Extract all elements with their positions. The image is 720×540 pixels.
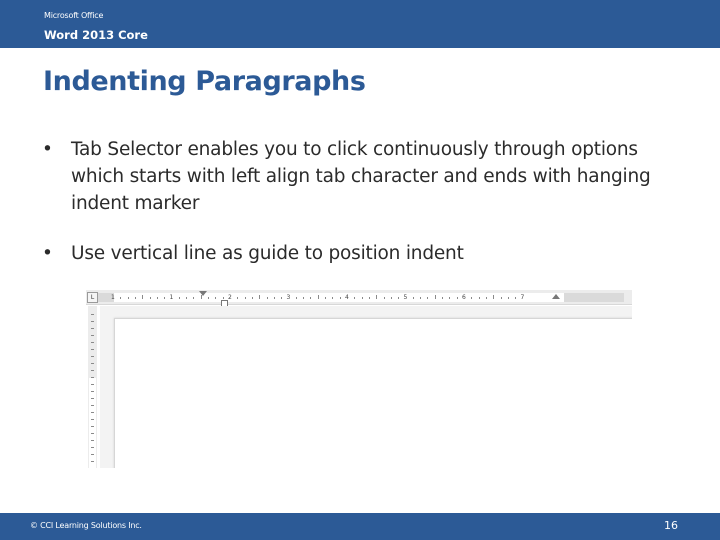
ruler-number: 6	[462, 294, 466, 301]
vertical-ruler-tick	[91, 377, 94, 378]
ruler-tick	[259, 295, 260, 299]
horizontal-ruler	[86, 290, 632, 305]
ruler-tick	[150, 297, 151, 299]
ruler-tick	[120, 297, 121, 299]
ruler-tick	[435, 295, 436, 299]
ruler-margin-right	[564, 293, 624, 302]
ruler-tick	[179, 297, 180, 299]
ruler-tick	[303, 297, 304, 299]
vertical-ruler-tick	[91, 461, 94, 462]
vertical-ruler-tick	[91, 433, 94, 434]
ruler-number: 1	[111, 294, 115, 301]
vertical-ruler-tick	[91, 363, 94, 364]
vertical-ruler-tick	[91, 419, 94, 420]
ruler-tick	[281, 297, 282, 299]
ruler-tick	[223, 297, 224, 299]
ruler-tick	[193, 297, 194, 299]
slide-title: Indenting Paragraphs	[43, 66, 366, 97]
ruler-tick	[413, 297, 414, 299]
ruler-tick	[486, 297, 487, 299]
ruler-tick	[354, 297, 355, 299]
vertical-ruler-tick	[91, 356, 94, 357]
vertical-ruler-tick	[91, 384, 94, 385]
product-name: Microsoft Office	[44, 11, 104, 20]
ruler-tick	[340, 297, 341, 299]
bullet-text: Use vertical line as guide to position indent	[71, 243, 464, 264]
vertical-ruler-tick	[91, 454, 94, 455]
page-number: 16	[664, 519, 678, 532]
ruler-tick	[296, 297, 297, 299]
vertical-ruler-tick	[91, 314, 94, 315]
tab-selector-button[interactable]: L	[87, 292, 98, 303]
ruler-tick	[420, 297, 421, 299]
ruler-tick	[128, 297, 129, 299]
ruler-tick	[515, 297, 516, 299]
vertical-ruler-tick	[91, 447, 94, 448]
ruler-tick	[164, 297, 165, 299]
ruler-number: 7	[520, 294, 525, 301]
ruler-tick	[398, 297, 399, 299]
ruler-tick	[493, 295, 494, 299]
ruler-tick	[376, 295, 377, 299]
footer-copyright: © CCI Learning Solutions Inc.	[30, 521, 142, 530]
ruler-tick	[449, 297, 450, 299]
vertical-ruler-tick	[91, 342, 94, 343]
ruler-number: 4	[345, 294, 349, 301]
ruler-tick	[252, 297, 253, 299]
bullet-text: Tab Selector enables you to click continuously through options which starts with left align tab character and ends with hanging indent marker	[71, 139, 651, 214]
vertical-ruler-tick	[91, 426, 94, 427]
bullet-marker: •	[42, 139, 53, 160]
ruler-tick	[508, 297, 509, 299]
vertical-ruler-tick	[91, 335, 94, 336]
vertical-ruler-tick	[91, 328, 94, 329]
right-indent-marker[interactable]	[552, 294, 560, 299]
ruler-tick	[442, 297, 443, 299]
ruler-tick	[325, 297, 326, 299]
ruler-tick	[208, 297, 209, 299]
word-document-screenshot	[86, 290, 632, 468]
ruler-tick	[310, 297, 311, 299]
document-page[interactable]	[114, 318, 632, 468]
vertical-ruler-tick	[91, 321, 94, 322]
vertical-ruler	[88, 306, 97, 468]
vertical-ruler-tick	[91, 398, 94, 399]
bullet-marker: •	[42, 243, 53, 264]
ruler-tick	[427, 297, 428, 299]
ruler-tick	[479, 297, 480, 299]
ruler-tick	[362, 297, 363, 299]
ruler-tick	[332, 297, 333, 299]
ruler-tick	[237, 297, 238, 299]
vertical-ruler-tick	[91, 391, 94, 392]
vertical-ruler-tick	[91, 349, 94, 350]
ruler-tick	[369, 297, 370, 299]
vertical-ruler-tick	[91, 405, 94, 406]
ruler-tick	[186, 297, 187, 299]
ruler-number: 1	[169, 294, 174, 301]
vertical-ruler-tick	[91, 370, 94, 371]
ruler-number: 3	[286, 294, 291, 301]
ruler-tick	[318, 295, 319, 299]
first-line-indent-marker[interactable]	[199, 291, 207, 296]
document-area	[100, 306, 632, 468]
ruler-tick	[135, 297, 136, 299]
ruler-tick	[501, 297, 502, 299]
ruler-tick	[215, 297, 216, 299]
ruler-tick	[267, 297, 268, 299]
ruler-tick	[274, 297, 275, 299]
ruler-tick	[142, 295, 143, 299]
ruler-tick	[384, 297, 385, 299]
vertical-ruler-tick	[91, 440, 94, 441]
vertical-ruler-tick	[91, 412, 94, 413]
ruler-tick	[245, 297, 246, 299]
ruler-tick	[457, 297, 458, 299]
ruler-number: 2	[228, 294, 232, 301]
ruler-number: 5	[403, 294, 408, 301]
ruler-tick	[391, 297, 392, 299]
ruler-tick	[157, 297, 158, 299]
ruler-tick	[471, 297, 472, 299]
course-name: Word 2013 Core	[44, 28, 148, 42]
